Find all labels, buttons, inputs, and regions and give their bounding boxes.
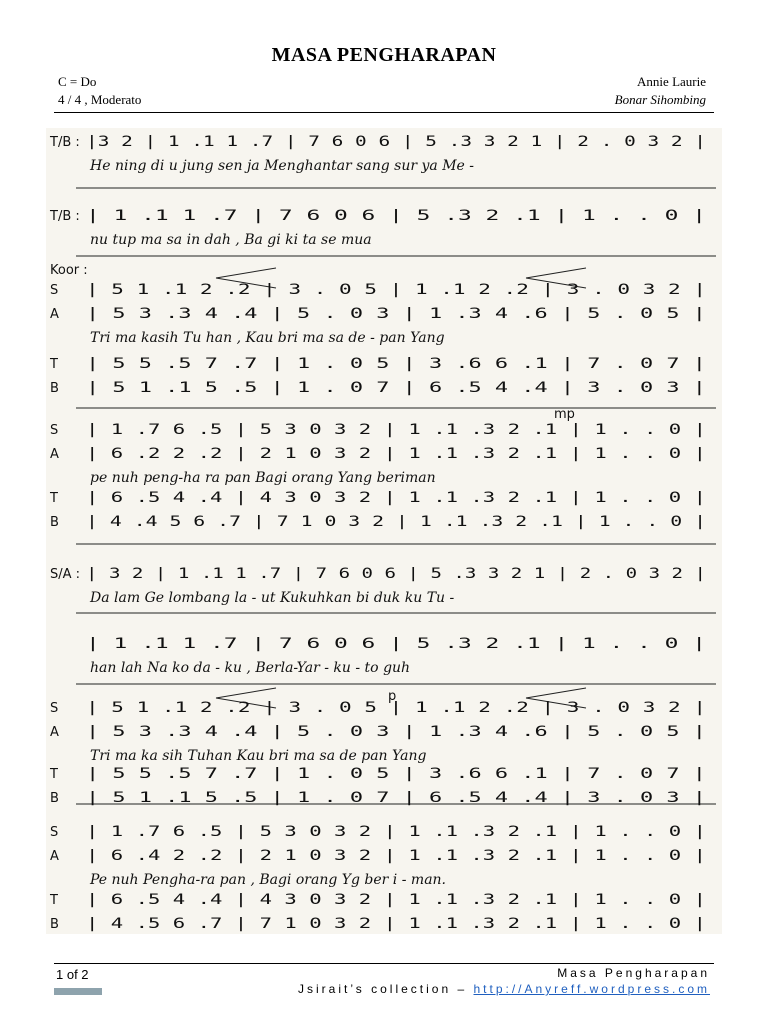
lyrics-row: Da lam Ge lombang la - ut Kukuhkan bi duk ku Tu - (90, 590, 455, 606)
notation-lines (49, 134, 706, 932)
notation-row: | 6 .2 2 .2 | 2 1 0 3 2 | 1 .1 .3 2 .1 | 1 . . 0 | (86, 446, 706, 462)
notation-row: | 5 5 .5 7 .7 | 1 . 0 5 | 3 .6 6 .1 | 7 . 0 7 | (86, 356, 706, 372)
notation-row: | 6 .5 4 .4 | 4 3 0 3 2 | 1 .1 .3 2 .1 | 1 . . 0 | (86, 892, 706, 908)
arranger-name: Bonar Sihombing (614, 92, 706, 107)
page-indicator-bar (54, 988, 102, 995)
lyrics-row: He ning di u jung sen ja Menghantar sang sur ya Me - (90, 158, 474, 174)
dynamic-p: p (388, 689, 397, 704)
notation-row: | 5 1 .1 5 .5 | 1 . 0 7 | 6 .5 4 .4 | 3 . 0 3 | (86, 790, 706, 806)
notation-row: | 5 1 .1 2 .2 | 3 . 0 5 | 1 .1 2 .2 | 3 . 0 3 2 | (86, 700, 706, 716)
notation-row: | 1 .1 1 .7 | 7 6 0 6 | 5 .3 2 .1 | 1 . . 0 | (86, 208, 706, 224)
lyrics-row: han lah Na ko da - ku , Berla-Yar - ku - to guh (90, 660, 411, 676)
voice-label: B (50, 917, 59, 932)
notation-row: | 1 .7 6 .5 | 5 3 0 3 2 | 1 .1 .3 2 .1 | 1 . . 0 | (86, 824, 706, 840)
voice-label: A (50, 307, 59, 322)
lyrics-row: pe nuh peng-ha ra pan Bagi orang Yang beriman (90, 470, 436, 486)
notation-row: | 6 .5 4 .4 | 4 3 0 3 2 | 1 .1 .3 2 .1 | 1 . . 0 | (86, 490, 706, 506)
notation-row: | 6 .4 2 .2 | 2 1 0 3 2 | 1 .1 .3 2 .1 | 1 . . 0 | (86, 848, 706, 864)
key-signature: C = Do (58, 74, 97, 89)
voice-label: T/B : (50, 135, 80, 150)
voice-label: S/A : (50, 567, 81, 582)
page-title: MASA PENGHARAPAN (271, 44, 497, 66)
notation-row: | 1 .7 6 .5 | 5 3 0 3 2 | 1 .1 .3 2 .1 | 1 . . 0 | (86, 422, 706, 438)
notation-row: | 1 .1 1 .7 | 7 6 0 6 | 5 .3 2 .1 | 1 . . 0 | (86, 636, 706, 652)
voice-label: B (50, 515, 59, 530)
handwritten-score (46, 128, 722, 934)
voice-label: A (50, 849, 59, 864)
collection-label: Jsirait’s collection – (297, 982, 468, 996)
header-divider (54, 112, 714, 113)
notation-row: | 4 .5 6 .7 | 7 1 0 3 2 | 1 .1 .3 2 .1 | 1 . . 0 | (86, 916, 706, 932)
voice-label: T (50, 357, 58, 372)
voice-label: S (50, 701, 59, 716)
notation-row: | 4 .4 5 6 .7 | 7 1 0 3 2 | 1 .1 .3 2 .1 | 1 . . 0 | (86, 514, 706, 530)
footer-collection (298, 982, 710, 996)
notation-row: | 5 3 .3 4 .4 | 5 . 0 3 | 1 .3 4 .6 | 5 . 0 5 | (86, 724, 706, 740)
voice-label: A (50, 725, 59, 740)
voice-label: B (50, 791, 59, 806)
notation-row: | 5 3 .3 4 .4 | 5 . 0 3 | 1 .3 4 .6 | 5 . 0 5 | (86, 306, 706, 322)
notation-row: | 5 1 .1 5 .5 | 1 . 0 7 | 6 .5 4 .4 | 3 . 0 3 | (86, 380, 706, 396)
notation-row: | 5 5 .5 7 .7 | 1 . 0 5 | 3 .6 6 .1 | 7 . 0 7 | (86, 766, 706, 782)
voice-label: A (50, 447, 59, 462)
voice-label: T (50, 491, 58, 506)
footer-divider (54, 963, 714, 964)
lyrics-row: Pe nuh Pengha-ra pan , Bagi orang Yg ber i - man. (90, 872, 447, 888)
voice-label: T (50, 767, 58, 782)
notation-row: | 3 2 | 1 .1 1 .7 | 7 6 0 6 | 5 .3 3 2 1 | 2 . 0 3 2 | (86, 566, 706, 582)
voice-label: S (50, 283, 59, 298)
lyrics-row: Tri ma ka sih Tuhan Kau bri ma sa de pan Yang (90, 748, 427, 764)
composer-name: Annie Laurie (637, 74, 706, 89)
voice-label: S (50, 825, 59, 840)
tempo-marking: 4 / 4 , Moderato (58, 92, 142, 107)
page-number: 1 of 2 (56, 967, 89, 982)
voice-label: T/B : (50, 209, 80, 224)
collection-link[interactable]: http://Anyreff.wordpress.com (473, 982, 710, 996)
notation-row: |3 2 | 1 .1 1 .7 | 7 6 0 6 | 5 .3 3 2 1 | 2 . 0 3 2 | (86, 134, 706, 150)
voice-label: Koor : (50, 263, 88, 278)
score-sheet (46, 128, 722, 934)
footer-title: Masa Pengharapan (557, 966, 710, 980)
voice-label: T (50, 893, 58, 908)
voice-label: B (50, 381, 59, 396)
dynamic-mp: mp (554, 407, 575, 422)
voice-label: S (50, 423, 59, 438)
lyrics-row: Tri ma kasih Tu han , Kau bri ma sa de - pan Yang (90, 330, 445, 346)
lyrics-row: nu tup ma sa in dah , Ba gi ki ta se mua (90, 232, 372, 248)
notation-row: | 5 1 .1 2 .2 | 3 . 0 5 | 1 .1 2 .2 | 3 . 0 3 2 | (86, 282, 706, 298)
